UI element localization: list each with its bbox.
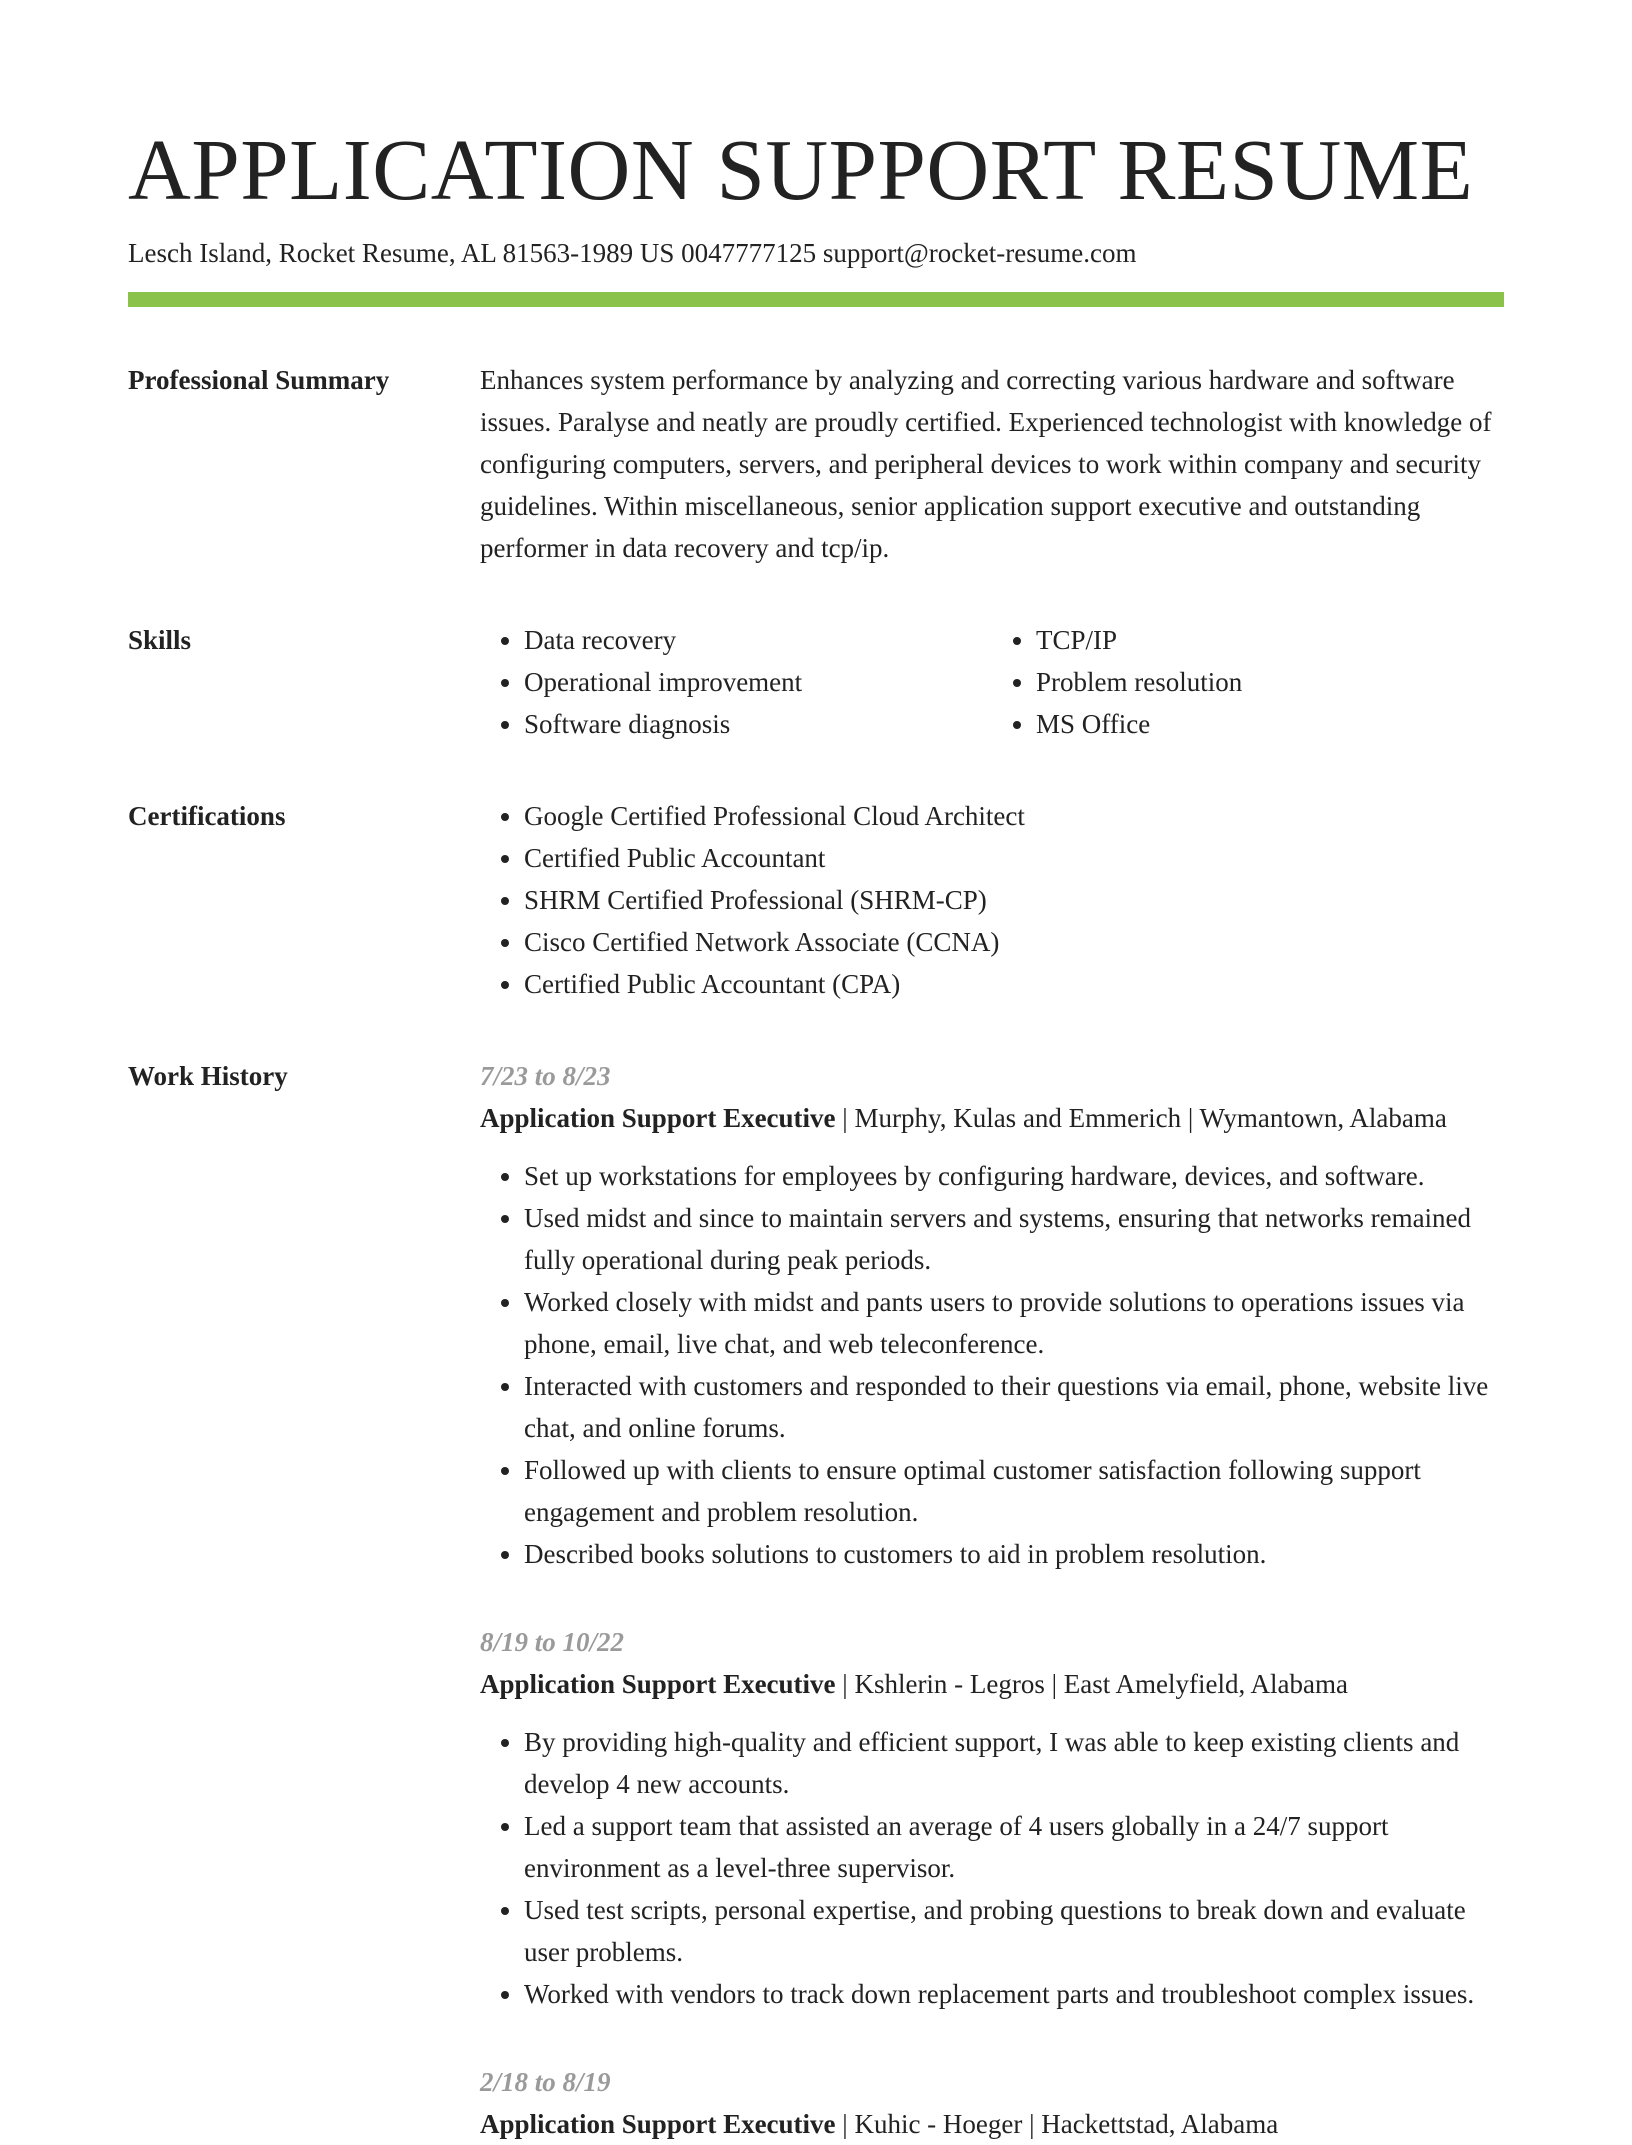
summary-section [128, 359, 1504, 569]
header-divider [128, 292, 1504, 307]
certifications-list [480, 795, 1504, 1005]
job-header [480, 1663, 1504, 1705]
job-bullet: • Interacted with customers and responded to their questions via email, phone, website live chat, and online forums. [524, 1365, 1504, 1449]
skills-list-right [992, 619, 1504, 745]
job-bullet: • Worked closely with midst and pants users to provide solutions to operations issues via phone, email, live chat, and web teleconference. [524, 1281, 1504, 1365]
summary-text: Enhances system performance by analyzing and correcting various hardware and software issues. Paralyse and neatly are proudly certified. Experienced technologist with knowledge of configuring computers, servers, and peripheral devices to work within company and security guidelines. Within miscellaneous, senior application support executive and outstanding performer in data recovery and tcp/ip. [480, 365, 1492, 563]
job-details: | Kshlerin - Legros | East Amelyfield, Alabama [835, 1669, 1348, 1699]
contact-address: Lesch Island, Rocket Resume, AL 81563-1989 US [128, 238, 675, 268]
job-header [480, 1097, 1504, 1139]
skill-item: • Data recovery [524, 619, 992, 661]
certification-item: • SHRM Certified Professional (SHRM-CP) [524, 879, 1504, 921]
job-dates: 8/19 to 10/22 [480, 1627, 625, 1657]
skill-item: • MS Office [1036, 703, 1504, 745]
job-title: Application Support Executive [480, 1103, 836, 1133]
contact-line [128, 236, 1504, 270]
skills-label: Skills [128, 625, 192, 655]
skills-section [128, 619, 1504, 745]
job-bullet: • Used midst and since to maintain servers and systems, ensuring that networks remained fully operational during peak periods. [524, 1197, 1504, 1281]
job-bullets [480, 1155, 1504, 1575]
certifications-section [128, 795, 1504, 1005]
summary-label: Professional Summary [128, 365, 390, 395]
job-bullet: • Used test scripts, personal expertise, and probing questions to break down and evaluate user problems. [524, 1889, 1504, 1973]
job-entry [480, 1055, 1504, 1575]
resume-page [128, 118, 1504, 2145]
work-history-section [128, 1055, 1504, 2145]
resume-title: APPLICATION SUPPORT RESUME [128, 121, 1474, 218]
job-entry [480, 1621, 1504, 2015]
work-history-label: Work History [128, 1061, 288, 1091]
job-title: Application Support Executive [480, 2109, 836, 2139]
contact-phone: 0047777125 [681, 238, 817, 268]
contact-email: support@rocket-resume.com [822, 238, 1137, 268]
job-bullet: • Described books solutions to customers to aid in problem resolution. [524, 1533, 1504, 1575]
certification-item: • Google Certified Professional Cloud Architect [524, 795, 1504, 837]
job-dates: 7/23 to 8/23 [480, 1061, 611, 1091]
certification-item: • Certified Public Accountant [524, 837, 1504, 879]
skills-list-left [480, 619, 992, 745]
job-bullet: • Led a support team that assisted an average of 4 users globally in a 24/7 support environment as a level-three supervisor. [524, 1805, 1504, 1889]
skill-item: • Operational improvement [524, 661, 992, 703]
skill-item: • TCP/IP [1036, 619, 1504, 661]
job-bullets [480, 1721, 1504, 2015]
job-bullet: • Set up workstations for employees by configuring hardware, devices, and software. [524, 1155, 1504, 1197]
certification-item: • Cisco Certified Network Associate (CCNA) [524, 921, 1504, 963]
skill-item: • Software diagnosis [524, 703, 992, 745]
job-title: Application Support Executive [480, 1669, 836, 1699]
certification-item: • Certified Public Accountant (CPA) [524, 963, 1504, 1005]
job-entry [480, 2061, 1504, 2145]
job-bullet: • By providing high-quality and efficient support, I was able to keep existing clients and develop 4 new accounts. [524, 1721, 1504, 1805]
job-bullet: • Worked with vendors to track down replacement parts and troubleshoot complex issues. [524, 1973, 1504, 2015]
job-details: | Kuhic - Hoeger | Hackettstad, Alabama [835, 2109, 1279, 2139]
certifications-label: Certifications [128, 801, 286, 831]
job-bullet: • Followed up with clients to ensure optimal customer satisfaction following support engagement and problem resolution. [524, 1449, 1504, 1533]
job-dates: 2/18 to 8/19 [480, 2067, 611, 2097]
job-header [480, 2103, 1504, 2145]
job-details: | Murphy, Kulas and Emmerich | Wymantown, Alabama [835, 1103, 1447, 1133]
skill-item: • Problem resolution [1036, 661, 1504, 703]
